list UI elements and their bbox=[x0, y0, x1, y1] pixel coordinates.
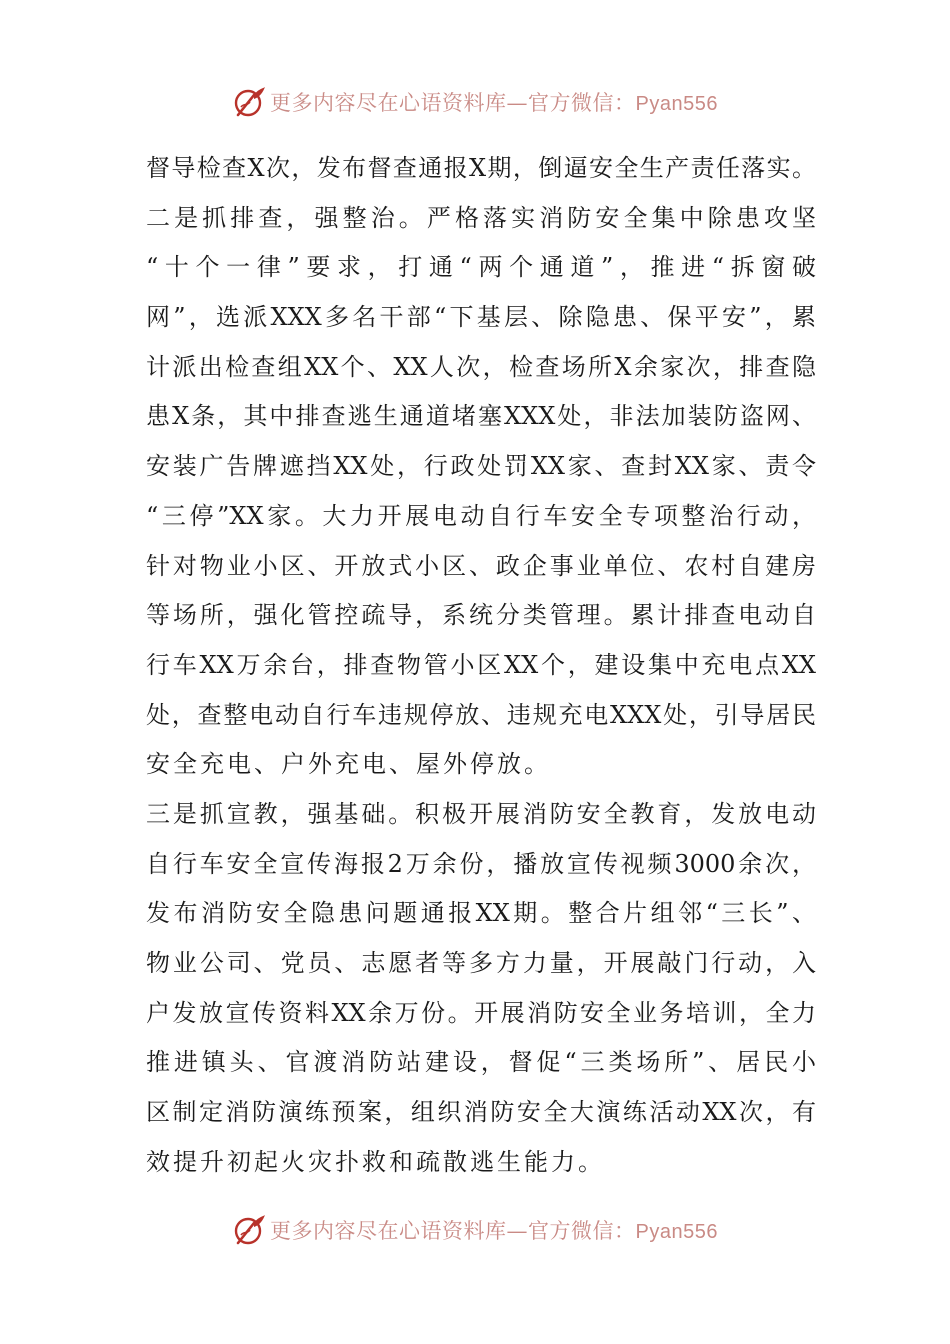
text-line: 发布消防安全隐患问题通报XX期。整合片组邻“三长”、 bbox=[146, 899, 816, 928]
text-line: 物业公司、党员、志愿者等多方力量，开展敲门行动，入 bbox=[146, 949, 816, 977]
text-line: 安全充电、户外充电、屋外停放。 bbox=[146, 750, 551, 779]
text-line: 患X条，其中排查逃生通道堵塞XXX处，非法加装防盗网、 bbox=[146, 402, 816, 431]
text-line: 三是抓宣教，强基础。积极开展消防安全教育，发放电动 bbox=[146, 799, 816, 828]
text-line: 行车XX万余台，排查物管小区XX个，建设集中充电点XX bbox=[146, 650, 816, 679]
text-line: 效提升初起火灾扑救和疏散逃生能力。 bbox=[146, 1147, 605, 1176]
quill-circle-logo-icon bbox=[232, 1213, 266, 1247]
header-watermark-text bbox=[270, 87, 718, 117]
text-line: 督导检查X次，发布督查通报X期，倒逼安全生产责任落实。 bbox=[146, 154, 816, 182]
footer-watermark-banner bbox=[0, 1210, 950, 1250]
quill-circle-logo-icon bbox=[232, 85, 266, 119]
header-watermark-banner bbox=[0, 82, 950, 122]
text-line: 处，查整电动自行车违规停放、违规充电XXX处，引导居民 bbox=[146, 700, 816, 729]
text-line: 等场所，强化管控疏导，系统分类管理。累计排查电动自 bbox=[146, 601, 816, 630]
text-line: 安装广告牌遮挡XX处，行政处罚XX家、查封XX家、责令 bbox=[146, 452, 816, 481]
watermark-label: 更多内容尽在心语资料库—官方微信： bbox=[270, 1219, 636, 1243]
text-line: “三停”XX家。大力开展电动自行车安全专项整治行动， bbox=[146, 501, 816, 530]
text-line: 推进镇头、官渡消防站建设，督促“三类场所”、居民小 bbox=[146, 1048, 816, 1077]
watermark-label: 更多内容尽在心语资料库—官方微信： bbox=[270, 91, 636, 115]
text-line: 二是抓排查，强整治。严格落实消防安全集中除患攻坚 bbox=[146, 203, 816, 232]
footer-watermark-text bbox=[270, 1215, 718, 1245]
wechat-id: Pyan556 bbox=[635, 1221, 718, 1243]
text-line: 计派出检查组XX个、XX人次，检查场所X余家次，排查隐 bbox=[146, 352, 816, 381]
text-line: 自行车安全宣传海报2万余份，播放宣传视频3000余次， bbox=[146, 849, 816, 878]
wechat-id: Pyan556 bbox=[635, 93, 718, 115]
text-line: 网”，选派XXX多名干部“下基层、除隐患、保平安”，累 bbox=[146, 303, 816, 332]
text-line: 区制定消防演练预案，组织消防安全大演练活动XX次，有 bbox=[146, 1098, 816, 1127]
document-body bbox=[146, 144, 816, 1187]
text-line: 针对物业小区、开放式小区、政企事业单位、农村自建房 bbox=[146, 551, 816, 580]
text-line: 户发放宣传资料XX余万份。开展消防安全业务培训，全力 bbox=[146, 998, 816, 1027]
text-line: “十个一律”要求，打通“两个通道”，推进“拆窗破 bbox=[146, 253, 816, 282]
